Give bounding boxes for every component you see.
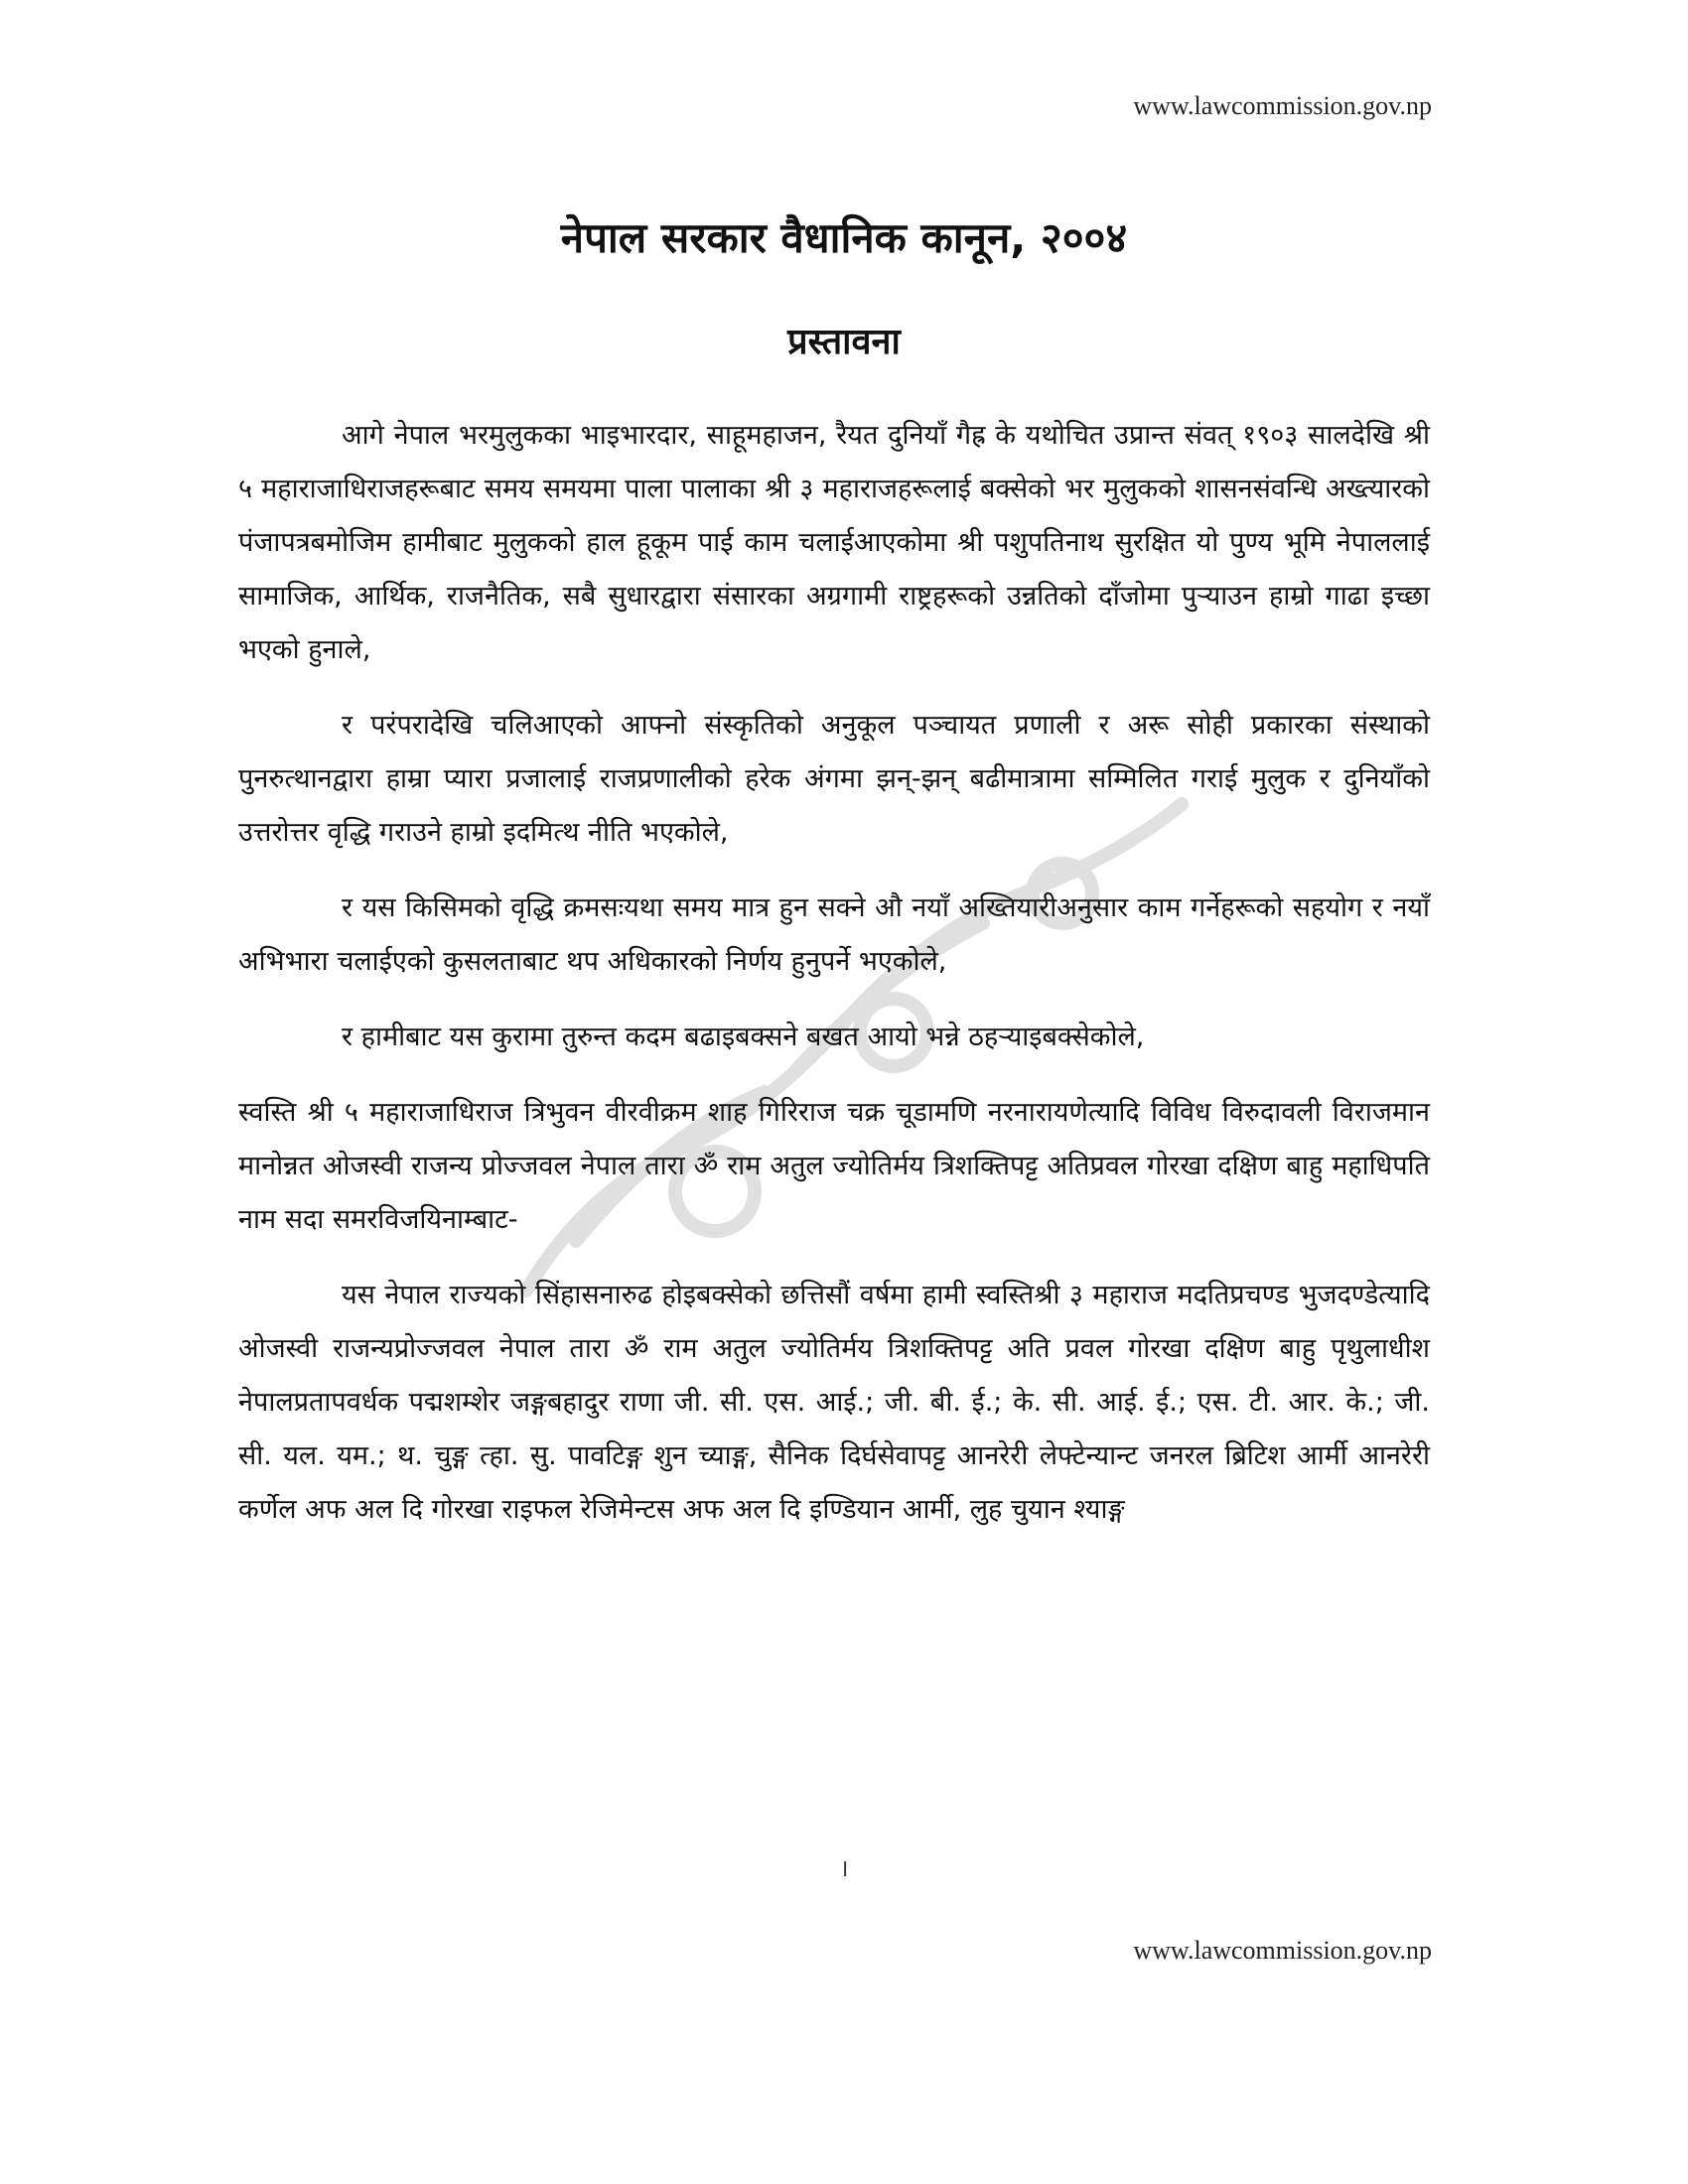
header-url[interactable]: www.lawcommission.gov.np: [1133, 91, 1432, 120]
paragraph-6: यस नेपाल राज्यको सिंहासनारुढ होइबक्सेको छत्तिसौं वर्षमा हामी स्वस्तिश्री ३ महाराज मदतिप्रचण्ड भुजदण्डेत्यादि ओजस्वी राजन्यप्रोज्जवल नेपाल तारा ॐ राम अतुल ज्योतिर्मय त्रिशक्तिपट्ट अति प्रवल गोरखा दक्षिण बाहु पृथुलाधीश नेपालप्रतापवर्धक पद्मशम्शेर जङ्गबहादुर राणा जी. सी. एस. आई.; जी. बी. ई.; के. सी. आई. ई.; एस. टी. आर. के.; जी. सी. यल. यम.; थ. चुङ्ग त्हा. सु. पावटिङ्ग शुन च्याङ्ग, सैनिक दिर्घसेवापट्ट आनरेरी लेफ्टेन्यान्ट जनरल ब्रिटिश आर्मी आनरेरी कर्णेल अफ अल दि गोरखा राइफल रेजिमेन्टस अफ अल दि इण्डियान आर्मी, लुह चुयान श्याङ्ग: [238, 1280, 1430, 1525]
paragraph-1: आगे नेपाल भरमुलुकका भाइभारदार, साहूमहाजन, रैयत दुनियाँ गैह्र के यथोचित उप्रान्त संवत् १९०३ सालदेखि श्री ५ महाराजाधिराजहरूबाट समय समयमा पाला पालाका श्री ३ महाराजहरूलाई बक्सेको भर मुलुकको शासनसंवन्धि अख्त्यारको पंजापत्रबमोजिम हामीबाट मुलुकको हाल हूकूम पाई काम चलाईआएकोमा श्री पशुपतिनाथ सुरक्षित यो पुण्य भूमि नेपाललाई सामाजिक, आर्थिक, राजनैतिक, सबै सुधारद्वारा संसारका अग्रगामी राष्ट्रहरूको उन्नतिको दाँजोमा पुऱ्याउन हाम्रो गाढा इच्छा भएको हुनाले,: [238, 420, 1430, 665]
footer-url[interactable]: www.lawcommission.gov.np: [1133, 1936, 1432, 1965]
page-number: ।: [839, 1856, 849, 1882]
paragraph-4: र हामीबाट यस कुरामा तुरुन्त कदम बढाइबक्सने बखत आयो भन्ने ठहऱ्याइबक्सेकोले,: [342, 1022, 1145, 1052]
document-subtitle: प्रस्तावना: [787, 322, 901, 362]
paragraph-3: र यस किसिमको वृद्धि क्रमसःयथा समय मात्र हुन सक्ने औ नयाँ अख्तियारीअनुसार काम गर्नेहरूको सहयोग र नयाँ अभिभारा चलाईएको कुसलताबाट थप अधिकारको निर्णय हुनुपर्ने भएकोले,: [238, 892, 1430, 977]
document-title: नेपाल सरकार वैधानिक कानून, २००४: [560, 213, 1128, 262]
paragraph-5: स्वस्ति श्री ५ महाराजाधिराज त्रिभुवन वीरवीक्रम शाह गिरिराज चक्र चूडामणि नरनारायणेत्यादि विविध विरुदावली विराजमान मानोन्नत ओजस्वी राजन्य प्रोज्जवल नेपाल तारा ॐ राम अतुल ज्योतिर्मय त्रिशक्तिपट्ट अतिप्रवल गोरखा दक्षिण बाहु महाधिपति नाम सदा समरविजयिनाम्बाट-: [238, 1097, 1430, 1235]
paragraph-2: र परंपरादेखि चलिआएको आफ्नो संस्कृतिको अनुकूल पञ्चायत प्रणाली र अरू सोही प्रकारका संस्थाको पुनरुत्थानद्वारा हाम्रा प्यारा प्रजालाई राजप्रणालीको हरेक अंगमा झन्-झन् बढीमात्रामा सम्मिलित गराई मुलुक र दुनियाँको उत्तरोत्तर वृद्धि गराउने हाम्रो इदमित्थ नीति भएकोले,: [238, 710, 1430, 848]
document-body: [238, 409, 1430, 1559]
